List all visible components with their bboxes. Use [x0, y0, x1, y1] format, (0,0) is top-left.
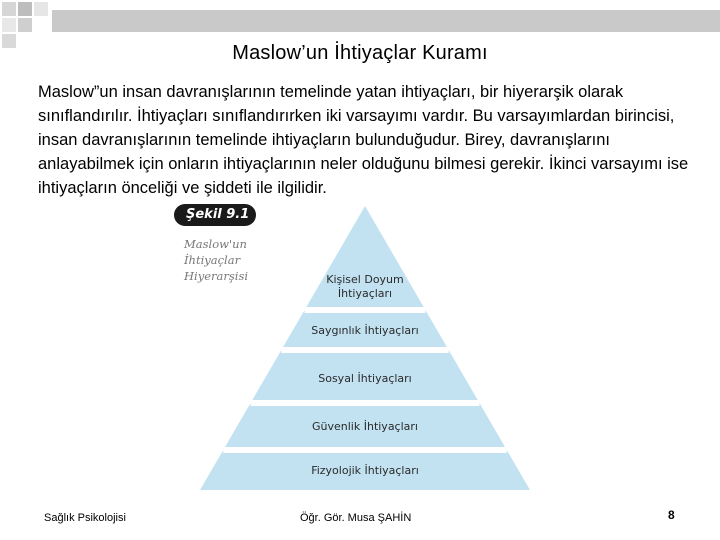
pyramid-level-label: Saygınlık İhtiyaçları [311, 324, 419, 337]
pyramid-level-label: Kişisel Doyum İhtiyaçları [326, 273, 404, 300]
slide-paragraph: Maslow”un insan davranışlarının temelinde yatan ihtiyaçları, bir hiyerarşik olarak sınıflandırılır. İhtiyaçları sınıflandırırken iki varsayımı vardır. Bu varsayımlardan birincisi, insan davranışlarının temelinde ihtiyaçların bulunduğudur. Birey, davranışlarını anlayabilmek için onların ihtiyaçlarının neler olduğunu bilmesi gerekir. İkinci varsayımı ise ihtiyaçların önceliği ve şiddeti ile ilgilidir. [38, 83, 689, 197]
pyramid-divider [223, 447, 507, 453]
slide-title: Maslow’un İhtiyaçlar Kuramı [232, 42, 488, 64]
top-decorative-bar [52, 10, 720, 32]
footer-course: Sağlık Psikolojisi [44, 512, 126, 524]
pyramid-divider [251, 400, 480, 406]
pyramid-level-label: Sosyal İhtiyaçları [318, 372, 412, 385]
footer-instructor: Öğr. Gör. Musa ŞAHİN [300, 512, 412, 524]
pyramid-divider [281, 347, 448, 353]
pyramid-level-label: Fizyolojik İhtiyaçları [311, 464, 419, 477]
figure-caption-line: İhtiyaçlar [184, 253, 241, 267]
figure-caption [184, 236, 284, 284]
pyramid-divider [305, 307, 426, 313]
maslow-figure [160, 200, 580, 500]
figure-tab: Şekil 9.1 [174, 204, 256, 226]
figure-caption-line: Hiyerarşisi [184, 269, 249, 283]
page-number: 8 [668, 508, 675, 522]
figure-caption-line: Maslow'un [184, 237, 247, 251]
pyramid-level-label: Güvenlik İhtiyaçları [312, 420, 418, 433]
